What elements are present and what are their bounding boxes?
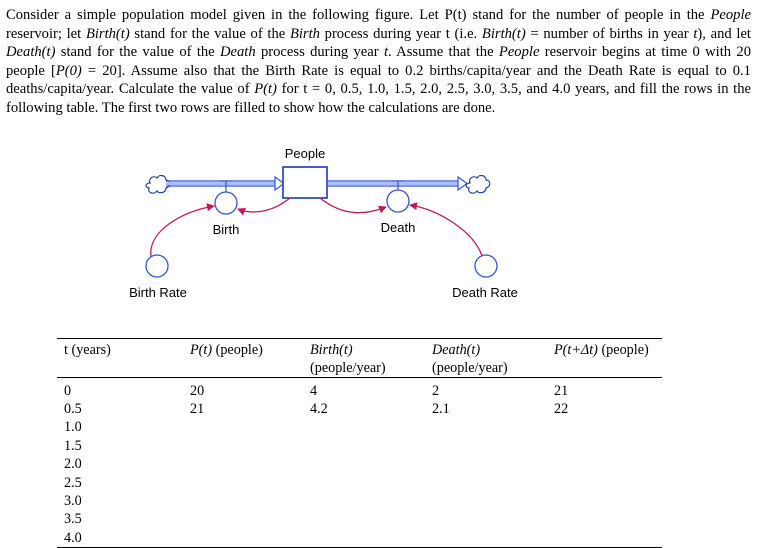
empty-cell[interactable] xyxy=(310,510,432,528)
problem-text: for t = 0, 0.5, 1.0, 1.5, 2.0, 2.5, 3.0, 3.5, and 4.0 years, and fill the rows in the following table. The first two rows are filled to show how the calculations are done. xyxy=(6,81,751,116)
problem-text: stand for the value of the xyxy=(129,25,290,42)
empty-cell[interactable] xyxy=(432,474,554,492)
problem-text: Birth(t) xyxy=(481,25,526,42)
link-people-to-death xyxy=(320,198,386,213)
header-p-next: P(t+Δt) (people) xyxy=(554,339,662,378)
problem-text: t xyxy=(693,25,698,42)
table-header-row xyxy=(57,339,662,378)
link-deathrate-to-death xyxy=(410,205,482,256)
population-table xyxy=(57,338,662,548)
header-birth: Birth(t) (people/year) xyxy=(310,339,432,378)
header-p: P(t) (people) xyxy=(190,339,310,378)
table-row: 3.0 xyxy=(57,492,662,510)
empty-cell[interactable] xyxy=(432,529,554,548)
problem-text: Death(t) xyxy=(6,44,56,61)
problem-text: Death xyxy=(219,44,256,61)
empty-cell[interactable] xyxy=(554,455,662,473)
problem-text: process during year t (i.e. xyxy=(319,25,482,42)
empty-cell[interactable] xyxy=(310,437,432,455)
table-row: 1.0 xyxy=(57,418,662,436)
death-flow-label: Death xyxy=(380,220,416,235)
table-row: 4.0 xyxy=(57,529,662,548)
table-row: 2.0 xyxy=(57,455,662,473)
problem-text: P(0) xyxy=(55,62,82,79)
birth-flow-label: Birth xyxy=(212,222,240,237)
header-death: Death(t) (people/year) xyxy=(432,339,554,378)
death-rate-auxiliary xyxy=(475,255,497,277)
problem-text: Birth(t) xyxy=(85,25,130,42)
problem-text: . Assume that the xyxy=(388,44,499,61)
empty-cell[interactable] xyxy=(554,492,662,510)
empty-cell[interactable] xyxy=(190,492,310,510)
sink-cloud-icon xyxy=(466,176,490,194)
empty-cell[interactable] xyxy=(554,474,662,492)
table-row: 1.5 xyxy=(57,437,662,455)
empty-cell[interactable] xyxy=(432,510,554,528)
problem-text: ), and let xyxy=(697,25,751,42)
empty-cell[interactable] xyxy=(190,510,310,528)
birth-flow-pipe xyxy=(166,177,284,190)
people-stock xyxy=(283,167,327,198)
empty-cell[interactable] xyxy=(554,529,662,548)
problem-text: stand for the value of the xyxy=(55,44,220,61)
death-rate-label: Death Rate xyxy=(452,285,518,300)
problem-text: People xyxy=(710,7,751,23)
problem-text: = 20]. Assume also that the Birth Rate is equal to 0.2 births/capita/year and the Death Rate is equal to 0.1 deaths/capita/year. Calculate the value of xyxy=(6,62,751,98)
table-row: 2.5 xyxy=(57,474,662,492)
header-t: t (years) xyxy=(57,339,190,378)
problem-text: Birth xyxy=(289,25,320,42)
table-row: 3.5 xyxy=(57,510,662,528)
empty-cell[interactable] xyxy=(190,474,310,492)
problem-text: reservoir; let xyxy=(6,25,86,42)
problem-text: People xyxy=(498,44,540,61)
problem-text: = number of births in year xyxy=(525,25,694,42)
empty-cell[interactable] xyxy=(554,510,662,528)
empty-cell[interactable] xyxy=(190,455,310,473)
empty-cell[interactable] xyxy=(310,492,432,510)
empty-cell[interactable] xyxy=(310,455,432,473)
problem-text: process during year xyxy=(255,44,384,61)
empty-cell[interactable] xyxy=(310,529,432,548)
problem-text: Consider a simple population model given in the following figure. Let P(t) stand for the number of people in the xyxy=(6,7,711,23)
people-stock-label: People xyxy=(284,146,326,161)
empty-cell[interactable] xyxy=(432,455,554,473)
empty-cell[interactable] xyxy=(190,418,310,436)
link-birthrate-to-birth xyxy=(151,206,214,256)
empty-cell[interactable] xyxy=(432,418,554,436)
empty-cell[interactable] xyxy=(554,418,662,436)
birth-rate-label: Birth Rate xyxy=(129,285,187,300)
empty-cell[interactable] xyxy=(554,437,662,455)
problem-text: t xyxy=(383,44,389,61)
empty-cell[interactable] xyxy=(432,437,554,455)
birth-rate-auxiliary xyxy=(146,255,168,277)
table-row: 0 20 4 2 21 xyxy=(64,382,569,399)
empty-cell[interactable] xyxy=(190,437,310,455)
empty-cell[interactable] xyxy=(190,529,310,548)
empty-cell[interactable] xyxy=(310,474,432,492)
problem-text: reservoir begins at time 0 with 20 people [ xyxy=(6,44,751,79)
problem-text: P(t) xyxy=(254,81,277,98)
link-people-to-birth xyxy=(238,198,290,212)
empty-cell[interactable] xyxy=(310,418,432,436)
table-row: 0.5 21 4.2 2.1 22 xyxy=(64,400,569,417)
empty-cell[interactable] xyxy=(432,492,554,510)
